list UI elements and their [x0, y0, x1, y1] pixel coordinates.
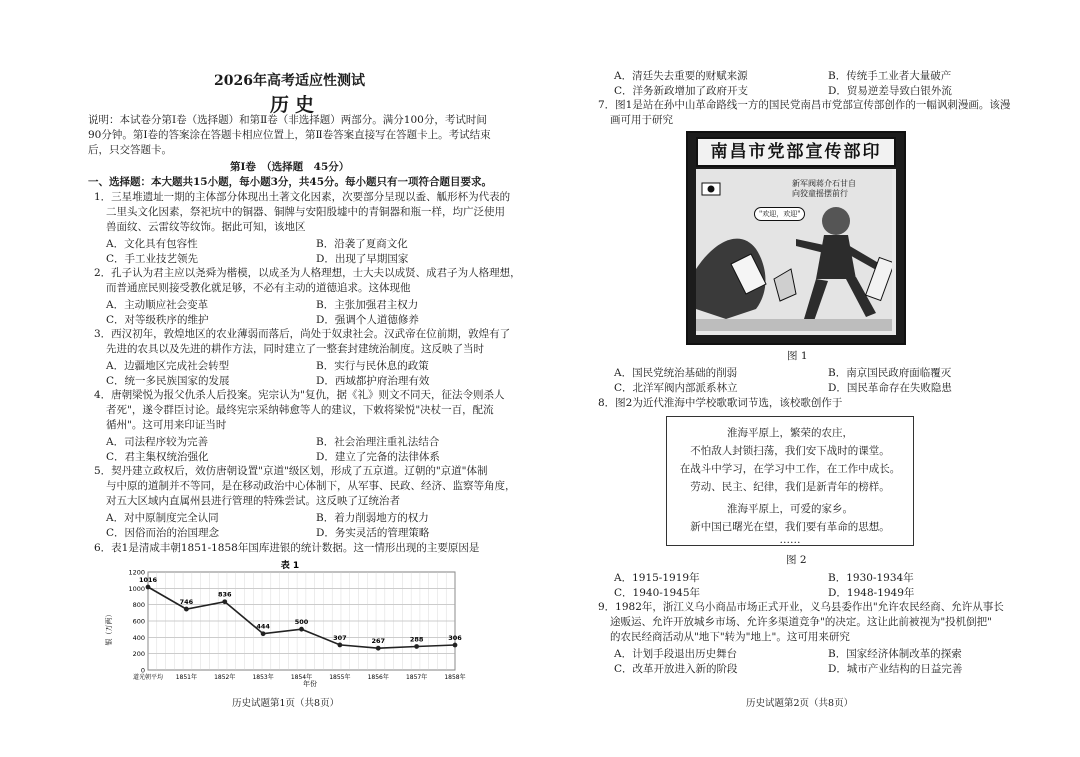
chart-data-label: 836: [217, 590, 232, 599]
q9-line-3: 的农民经商活动从"地下"转为"地上"。这可用来研究: [610, 631, 850, 643]
chart-data-point: [146, 585, 151, 590]
q4-option-d[interactable]: D．建立了完备的法律体系: [316, 451, 440, 463]
figure-2-label: 图 2: [786, 554, 807, 566]
q3-option-d[interactable]: D．西域都护府治理有效: [316, 375, 430, 387]
q2-line-2: 而普通庶民则接受教化就足够，不必有主动的道德追求。这体现他: [106, 282, 411, 294]
q6-line-1: 6．表1是清咸丰朝1851-1858年国库进银的统计数据。这一情形出现的主要原因是: [94, 542, 480, 554]
chart-data-point: [261, 631, 266, 636]
chart-data-label: 1016: [138, 576, 158, 585]
propaganda-cartoon: [686, 131, 906, 345]
figure-1-label: 图 1: [787, 350, 808, 362]
q9-line-1: 9．1982年，浙江义乌小商品市场正式开业，义乌县委作出"允许农民经商、允许从事长: [598, 601, 1004, 613]
song-line-2: 不怕敌人封锁扫荡，我们安下战时的课堂。: [690, 445, 890, 457]
song-line-5: 淮海平原上，可爱的家乡。: [727, 503, 853, 515]
exam-title: 2026年高考适应性测试: [214, 73, 365, 89]
song-line-1: 淮海平原上，繁荣的农庄，: [727, 427, 853, 439]
q1-option-d[interactable]: D．出现了早期国家: [316, 253, 409, 265]
song-line-4: 劳动、民主、纪律，我们是新青年的榜样。: [690, 481, 890, 493]
chart-data-point: [376, 646, 381, 651]
instructions-line-2: 90分钟。第Ⅰ卷的答案涂在答题卡相应位置上，第Ⅱ卷答案直接写在答题卡上。考试结束: [88, 129, 491, 141]
q5-option-d[interactable]: D．务实灵活的管理策略: [316, 527, 430, 539]
q2-line-1: 2．孔子认为君主应以尧舜为楷模，以成圣为人格理想，士大夫以成贤、成君子为人格理想，: [94, 267, 521, 279]
chart-data-label: 746: [179, 598, 194, 607]
q8-line-1: 8．图2为近代淮海中学校歌歌词节选，该校歌创作于: [598, 397, 843, 409]
cartoon-scene: [696, 169, 896, 335]
q8-option-a[interactable]: A．1915-1919年: [614, 572, 700, 584]
q2-option-b[interactable]: B．主张加强君主权力: [316, 299, 419, 311]
treasury-silver-chart: [100, 558, 468, 688]
q6-option-d[interactable]: D．贸易逆差导致白银外流: [828, 85, 952, 97]
q3-option-b[interactable]: B．实行与民休息的政策: [316, 360, 429, 372]
chart-y-tick-label: 1000: [128, 584, 145, 593]
chart-data-point: [222, 599, 227, 604]
chart-x-tick-label: 道光朝平均: [132, 674, 164, 681]
q6-option-b[interactable]: B．传统手工业者大量破产: [828, 70, 952, 82]
chart-x-tick-label: 1851年: [175, 674, 198, 681]
q7-option-d[interactable]: D．国民革命存在失败隐患: [828, 382, 952, 394]
q7-option-c[interactable]: C．北洋军阀内部派系林立: [614, 382, 738, 394]
chart-data-point: [299, 627, 304, 632]
q7-option-a[interactable]: A．国民党统治基础的削弱: [614, 367, 738, 379]
song-line-7: ……: [779, 534, 801, 546]
song-line-6: 新中国已曙光在望，我们要有革命的思想。: [690, 521, 890, 533]
q5-line-3: 对五大区域内直属州县进行管理的特殊尝试。这反映了辽统治者: [106, 495, 400, 507]
chart-y-axis-label: 银（万两）: [105, 610, 113, 646]
q2-option-d[interactable]: D．强调个人道德修养: [316, 314, 419, 326]
q1-line-2: 二里头文化因素，祭祀坑中的铜器、铜牌与安阳殷墟中的青铜器和瓶一样，均广泛使用: [106, 206, 505, 218]
q4-line-2: 者死"，遂令群臣讨论。最终宪宗采纳韩愈等人的建议，下敕将梁悦"决杖一百，配流: [106, 404, 494, 416]
page-1-footer: 历史试题第1页（共8页）: [232, 698, 340, 709]
q7-line-1: 7．图1是站在孙中山革命路线一方的国民党南昌市党部宣传部创作的一幅讽刺漫画。该漫: [598, 99, 1011, 111]
q3-option-c[interactable]: C．统一多民族国家的发展: [106, 375, 230, 387]
q8-option-b[interactable]: B．1930-1934年: [828, 572, 914, 584]
chart-data-label: 267: [371, 637, 386, 646]
instructions-line-3: 后，只交答题卡。: [88, 144, 172, 156]
q9-option-a[interactable]: A．计划手段退出历史舞台: [614, 648, 738, 660]
q1-option-a[interactable]: A．文化具有包容性: [106, 238, 198, 250]
q3-line-1: 3．西汉初年，敦煌地区的农业薄弱而落后，尚处于奴隶社会。汉武帝在位前期，敦煌有了: [94, 328, 511, 340]
q5-line-1: 5．契丹建立政权后，效仿唐朝设置"京道"级区划，形成了五京道。辽朝的"京道"体制: [94, 465, 488, 477]
chart-x-tick-label: 1857年: [405, 674, 428, 681]
q5-option-b[interactable]: B．着力削弱地方的权力: [316, 512, 429, 524]
chart-x-axis-label: 年份: [303, 680, 317, 688]
chart-title: 表 1: [280, 561, 300, 571]
song-line-3: 在战斗中学习，在学习中工作，在工作中成长。: [679, 463, 901, 475]
chart-data-point: [184, 607, 189, 612]
instructions-line-1: 说明：本试卷分第Ⅰ卷（选择题）和第Ⅱ卷（非选择题）两部分。满分100分，考试时间: [88, 114, 487, 126]
school-song-box: [666, 416, 914, 546]
chart-y-tick-label: 1200: [128, 568, 145, 577]
chart-y-tick-label: 400: [132, 633, 145, 642]
cartoon-banner: 南昌市党部宣传部印: [696, 137, 896, 167]
chart-data-point: [337, 643, 342, 648]
chart-y-tick-label: 600: [132, 617, 145, 626]
q3-option-a[interactable]: A．边疆地区完成社会转型: [106, 360, 230, 372]
chart-data-label: 444: [256, 622, 270, 631]
q6-option-c[interactable]: C．洋务新政增加了政府开支: [614, 85, 749, 97]
q7-option-b[interactable]: B．南京国民政府面临覆灭: [828, 367, 952, 379]
page-2-footer: 历史试题第2页（共8页）: [746, 698, 854, 709]
q8-option-d[interactable]: D．1948-1949年: [828, 587, 915, 599]
cartoon-caption: 新军阀蒋介石甘自 向狡童摇摆前行: [792, 179, 856, 198]
chart-data-label: 500: [294, 618, 309, 627]
subject-title: 历史: [270, 94, 321, 116]
section-title: 第Ⅰ卷 （选择题 45分）: [230, 161, 350, 173]
q4-line-1: 4．唐朝梁悦为报父仇杀人后投案。宪宗认为"复仇，据《礼》则文不同天，征法令则杀人: [94, 389, 505, 401]
chart-x-tick-label: 1855年: [329, 674, 351, 681]
q9-line-2: 途贩运、允许开放城乡市场、允许多渠道竞争"的决定。这让此前被视为"投机倒把": [610, 616, 992, 628]
q1-line-3: 兽面纹、云雷纹等纹饰。据此可知，该地区: [106, 221, 306, 233]
chart-x-tick-label: 1858年: [444, 674, 466, 681]
chart-x-tick-label: 1852年: [214, 674, 236, 681]
chart-x-tick-label: 1853年: [252, 674, 274, 681]
chart-data-point: [414, 644, 419, 649]
q5-line-2: 与中原的道制并不等同，是在移动政治中心体制下，从军事、民政、经济、监察等角度，: [106, 480, 516, 492]
q8-option-c[interactable]: C．1940-1945年: [614, 587, 701, 599]
q5-option-c[interactable]: C．因俗而治的治国理念: [106, 527, 220, 539]
chart-x-tick-label: 1856年: [367, 674, 389, 681]
section-note: 一、选择题：本大题共15小题，每小题3分，共45分。每小题只有一项符合题目要求。: [88, 176, 493, 188]
q2-option-a[interactable]: A．主动顺应社会变革: [106, 299, 209, 311]
q6-option-a[interactable]: A．清廷失去重要的财赋来源: [614, 70, 748, 82]
q1-option-c[interactable]: C．手工业技艺领先: [106, 253, 199, 265]
q9-option-d[interactable]: D．城市产业结构的日益完善: [828, 663, 963, 675]
q4-option-a[interactable]: A．司法程序较为完善: [106, 436, 209, 448]
q9-option-c[interactable]: C．改革开放进入新的阶段: [614, 663, 738, 675]
cartoon-speech-bubble: "欢迎，欢迎": [754, 207, 805, 221]
q5-option-a[interactable]: A．对中原制度完全认同: [106, 512, 219, 524]
q2-option-c[interactable]: C．对等级秩序的维护: [106, 314, 209, 326]
chart-y-tick-label: 200: [132, 650, 145, 659]
q4-option-c[interactable]: C．君主集权统治强化: [106, 451, 209, 463]
q1-option-b[interactable]: B．沿袭了夏商文化: [316, 238, 408, 250]
q9-option-b[interactable]: B．国家经济体制改革的探索: [828, 648, 962, 660]
q1-line-1: 1．三星堆遗址一期的主体部分体现出土著文化因素，次要部分呈现以盉、觚形杯为代表的: [94, 191, 511, 203]
chart-data-label: 288: [409, 635, 424, 644]
exam-page-2: [540, 0, 1080, 757]
q3-line-2: 先进的农具以及先进的耕作方法，同时建立了一整套封建统治制度。这反映了当时: [106, 343, 484, 355]
chart-data-point: [453, 643, 458, 648]
chart-y-tick-label: 0: [140, 666, 145, 675]
q4-line-3: 循州"。这可用来印证当时: [106, 419, 227, 431]
chart-x-tick-label: 1854年: [290, 674, 313, 681]
chart-data-label: 307: [333, 633, 347, 642]
q7-line-2: 画可用于研究: [610, 114, 673, 126]
chart-data-label: 306: [448, 634, 462, 643]
q4-option-b[interactable]: B．社会治理注重礼法结合: [316, 436, 440, 448]
chart-y-tick-label: 800: [132, 601, 145, 610]
